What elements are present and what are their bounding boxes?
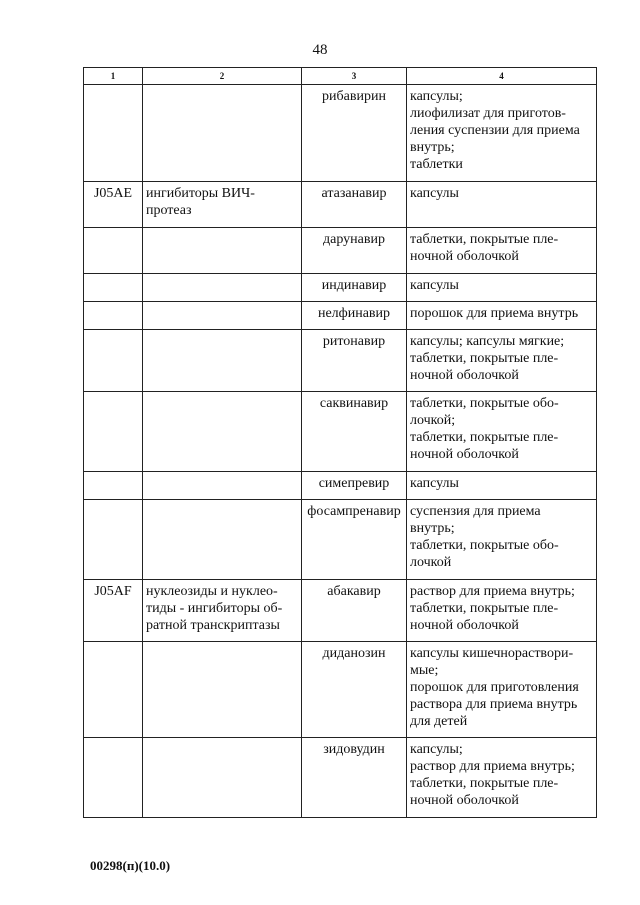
drug-name-cell: индинавир	[302, 274, 407, 302]
atc-code-cell	[84, 472, 143, 500]
drug-name-cell: абакавир	[302, 580, 407, 642]
drug-name-cell: атазанавир	[302, 182, 407, 228]
drug-name-cell: зидовудин	[302, 738, 407, 818]
atc-code-cell	[84, 392, 143, 472]
table-row	[84, 330, 597, 392]
atc-code-cell: J05AF	[84, 580, 143, 642]
drug-name-cell: нелфинавир	[302, 302, 407, 330]
drug-name-cell: дарунавир	[302, 228, 407, 274]
group-cell	[143, 85, 302, 182]
dosage-forms-cell: капсулы кишечнораствори- мые; порошок для приготовления раствора для приема внутрь для детей	[407, 642, 597, 738]
document-footer-code: 00298(п)(10.0)	[90, 858, 171, 873]
dosage-forms-cell: таблетки, покрытые пле- ночной оболочкой	[407, 228, 597, 274]
table-row	[84, 500, 597, 580]
group-cell	[143, 738, 302, 818]
group-cell: ингибиторы ВИЧ- протеаз	[143, 182, 302, 228]
group-cell	[143, 472, 302, 500]
page-number: 48	[312, 42, 328, 58]
column-header-4: 4	[407, 68, 597, 85]
atc-code-cell	[84, 330, 143, 392]
atc-code-cell	[84, 85, 143, 182]
dosage-forms-cell: капсулы	[407, 472, 597, 500]
atc-code-cell	[84, 738, 143, 818]
group-cell	[143, 642, 302, 738]
atc-code-cell: J05AE	[84, 182, 143, 228]
table-row	[84, 182, 597, 228]
atc-code-cell	[84, 500, 143, 580]
dosage-forms-cell: раствор для приема внутрь; таблетки, покрытые пле- ночной оболочкой	[407, 580, 597, 642]
table-row	[84, 85, 597, 182]
drug-name-cell: ритонавир	[302, 330, 407, 392]
table-row	[84, 580, 597, 642]
drug-name-cell: рибавирин	[302, 85, 407, 182]
drug-name-cell: фосампренавир	[302, 500, 407, 580]
table-row	[84, 738, 597, 818]
group-cell	[143, 302, 302, 330]
column-header-1: 1	[84, 68, 143, 85]
atc-code-cell	[84, 642, 143, 738]
dosage-forms-cell: капсулы	[407, 182, 597, 228]
drug-name-cell: симепревир	[302, 472, 407, 500]
column-header-3: 3	[302, 68, 407, 85]
dosage-forms-cell: капсулы; капсулы мягкие; таблетки, покрытые пле- ночной оболочкой	[407, 330, 597, 392]
table-row	[84, 472, 597, 500]
table-row	[84, 274, 597, 302]
drug-name-cell: саквинавир	[302, 392, 407, 472]
medication-table	[83, 67, 597, 818]
dosage-forms-cell: капсулы	[407, 274, 597, 302]
atc-code-cell	[84, 302, 143, 330]
group-cell	[143, 228, 302, 274]
table-row	[84, 228, 597, 274]
dosage-forms-cell: таблетки, покрытые обо- лочкой; таблетки, покрытые пле- ночной оболочкой	[407, 392, 597, 472]
dosage-forms-cell: суспензия для приема внутрь; таблетки, покрытые обо- лочкой	[407, 500, 597, 580]
table-row	[84, 392, 597, 472]
column-header-2: 2	[143, 68, 302, 85]
table-row	[84, 642, 597, 738]
atc-code-cell	[84, 228, 143, 274]
group-cell: нуклеозиды и нуклео- тиды - ингибиторы об- ратной транскриптазы	[143, 580, 302, 642]
dosage-forms-cell: порошок для приема внутрь	[407, 302, 597, 330]
group-cell	[143, 392, 302, 472]
dosage-forms-cell: капсулы; лиофилизат для приготов- ления суспензии для приема внутрь; таблетки	[407, 85, 597, 182]
dosage-forms-cell: капсулы; раствор для приема внутрь; таблетки, покрытые пле- ночной оболочкой	[407, 738, 597, 818]
atc-code-cell	[84, 274, 143, 302]
table-header-row	[84, 68, 597, 85]
group-cell	[143, 500, 302, 580]
group-cell	[143, 274, 302, 302]
drug-name-cell: диданозин	[302, 642, 407, 738]
table-row	[84, 302, 597, 330]
group-cell	[143, 330, 302, 392]
